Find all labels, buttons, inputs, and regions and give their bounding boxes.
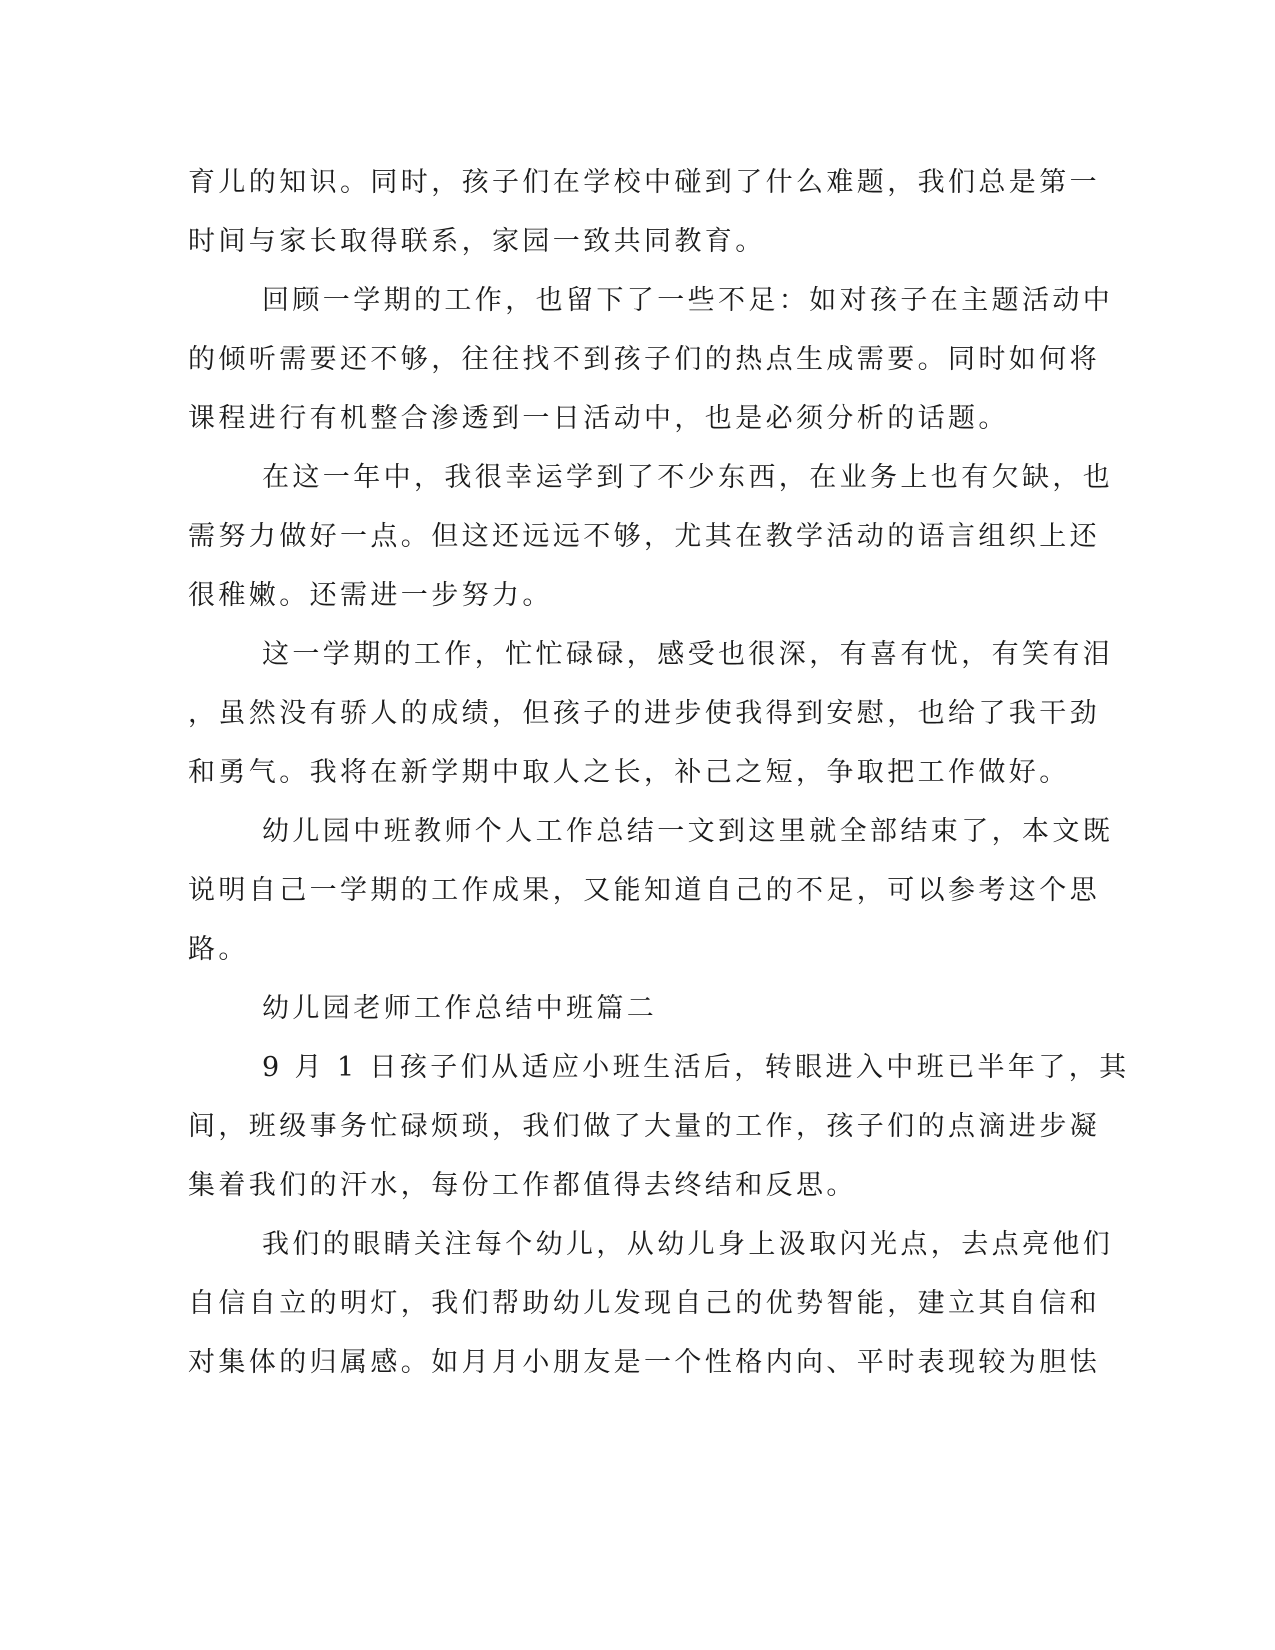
paragraph-start-line: 9 月 1 日孩子们从适应小班生活后，转眼进入中班已半年了，其 <box>262 1052 1130 1083</box>
text-line: 对集体的归属感。如月月小朋友是一个性格内向、平时表现较为胆怯 <box>188 1347 1100 1378</box>
text-line: 的倾听需要还不够，往往找不到孩子们的热点生成需要。同时如何将 <box>188 344 1100 375</box>
section-heading: 幼儿园老师工作总结中班篇二 <box>262 993 658 1024</box>
paragraph-start-line: 这一学期的工作，忙忙碌碌，感受也很深，有喜有忧，有笑有泪 <box>262 639 1114 670</box>
paragraph-start-line: 我们的眼睛关注每个幼儿，从幼儿身上汲取闪光点，去点亮他们 <box>262 1229 1114 1260</box>
paragraph-start-line: 在这一年中，我很幸运学到了不少东西，在业务上也有欠缺，也 <box>262 462 1114 493</box>
text-line: 时间与家长取得联系，家园一致共同教育。 <box>188 226 766 257</box>
text-line: 自信自立的明灯，我们帮助幼儿发现自己的优势智能，建立其自信和 <box>188 1288 1100 1319</box>
paragraph-start-line: 幼儿园中班教师个人工作总结一文到这里就全部结束了，本文既 <box>262 816 1114 847</box>
text-line: 需努力做好一点。但这还远远不够，尤其在教学活动的语言组织上还 <box>188 521 1100 552</box>
text-line: 和勇气。我将在新学期中取人之长，补己之短，争取把工作做好。 <box>188 757 1070 788</box>
paragraph-start-line: 回顾一学期的工作，也留下了一些不足：如对孩子在主题活动中 <box>262 285 1114 316</box>
text-line: 说明自己一学期的工作成果，又能知道自己的不足，可以参考这个思 <box>188 875 1100 906</box>
text-line: 路。 <box>188 934 249 965</box>
text-line: 课程进行有机整合渗透到一日活动中，也是必须分析的话题。 <box>188 403 1009 434</box>
text-line: 很稚嫩。还需进一步努力。 <box>188 580 553 611</box>
text-line: 育儿的知识。同时，孩子们在学校中碰到了什么难题，我们总是第一 <box>188 167 1100 198</box>
text-line: 间，班级事务忙碌烦琐，我们做了大量的工作，孩子们的点滴进步凝 <box>188 1111 1100 1142</box>
text-line: 集着我们的汗水，每份工作都值得去终结和反思。 <box>188 1170 857 1201</box>
text-line: ，虽然没有骄人的成绩，但孩子的进步使我得到安慰，也给了我干劲 <box>188 698 1100 729</box>
